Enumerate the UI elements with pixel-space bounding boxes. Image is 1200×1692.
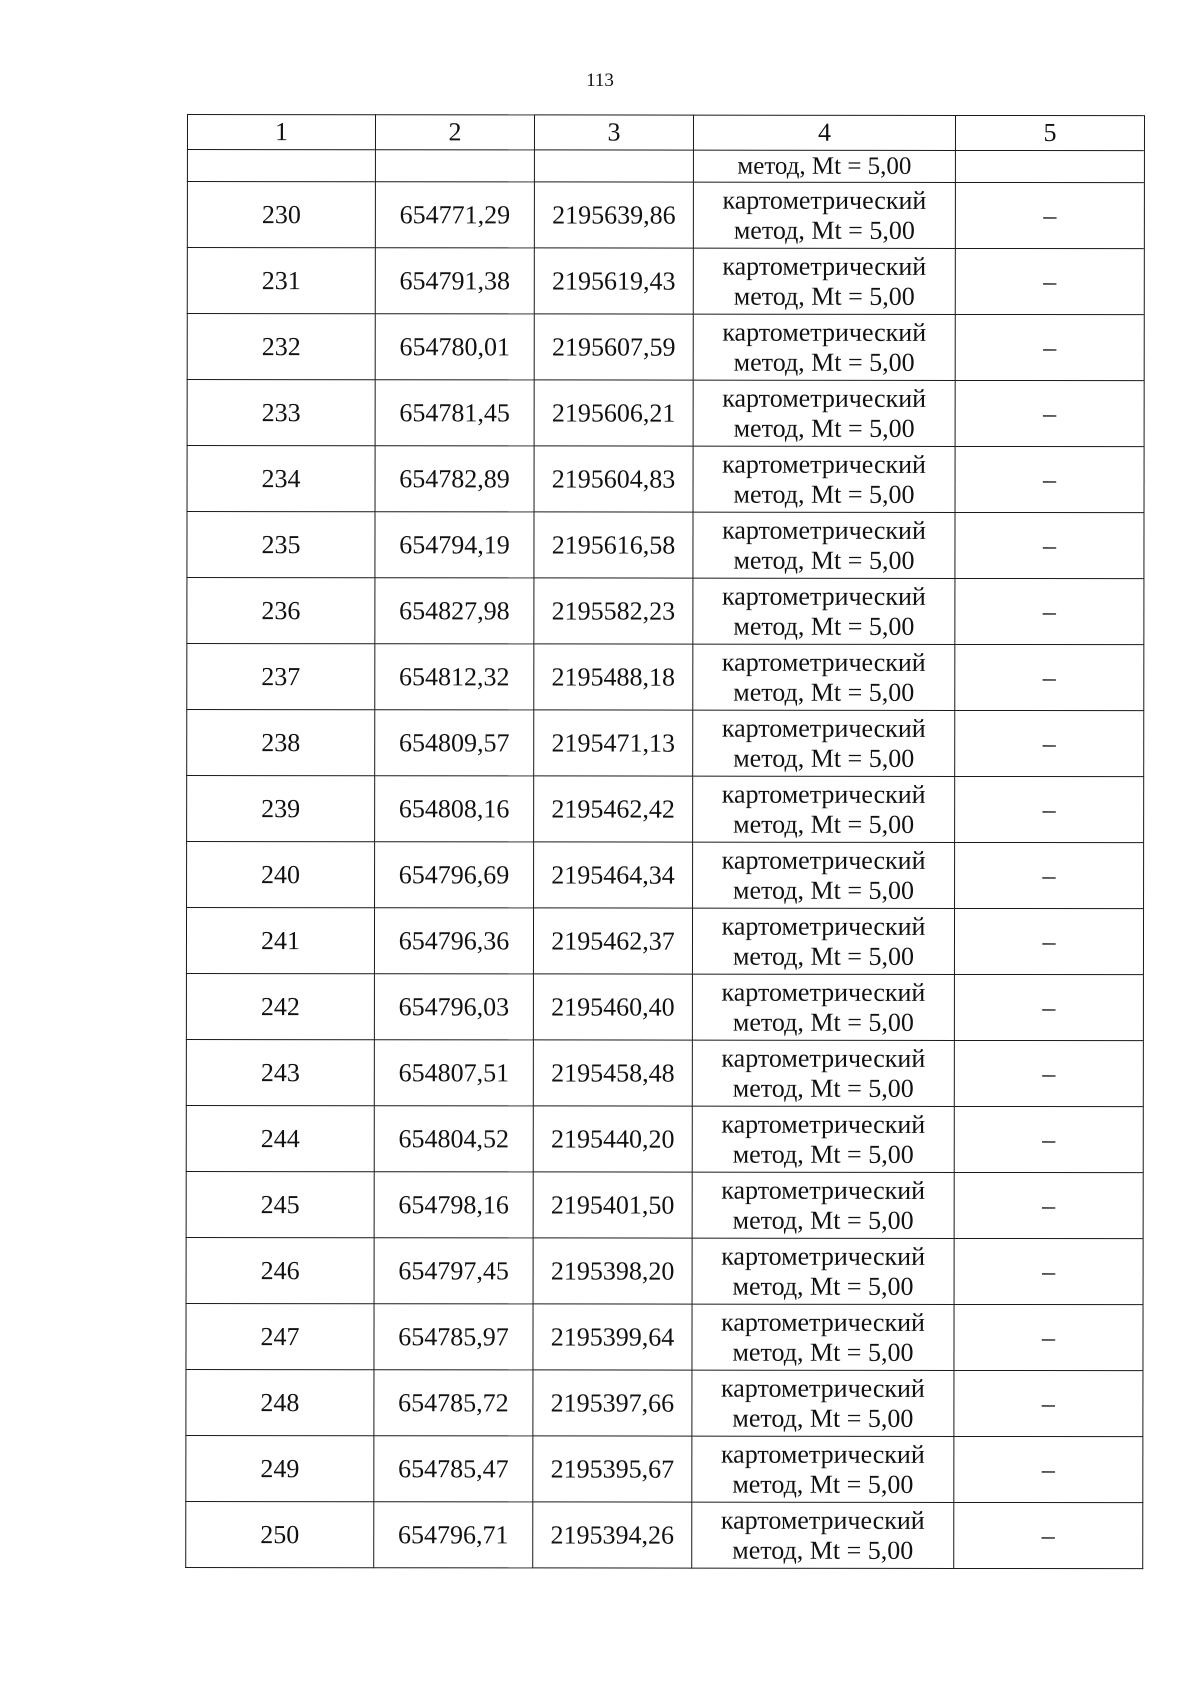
point-number-cell: 231	[187, 248, 375, 314]
method-line-1: картометрический	[722, 383, 927, 413]
note-cell: –	[955, 314, 1144, 380]
point-number-cell: 232	[187, 314, 375, 380]
note-cell: –	[955, 644, 1144, 710]
method-cell	[693, 776, 955, 842]
method-line-2: метод, Mt = 5,00	[733, 215, 915, 245]
method-cell	[693, 248, 955, 314]
x-coordinate-cell: 654771,29	[375, 182, 534, 248]
note-cell: –	[954, 1502, 1143, 1568]
method-line-1: картометрический	[721, 1241, 926, 1271]
note-cell: –	[954, 1106, 1143, 1172]
method-line-2: метод, Mt = 5,00	[732, 941, 914, 971]
table-body	[186, 150, 1145, 1569]
y-coordinate-cell: 2195639,86	[534, 182, 693, 248]
table-row	[187, 314, 1144, 381]
table-row	[187, 710, 1144, 777]
note-cell: –	[955, 776, 1144, 842]
table-row	[187, 380, 1144, 447]
y-coordinate-cell: 2195619,43	[534, 248, 693, 314]
method-line-1: картометрический	[721, 977, 926, 1007]
method-line-2: метод, Mt = 5,00	[733, 611, 915, 641]
note-cell: –	[955, 578, 1144, 644]
point-number-cell: 243	[186, 1039, 374, 1105]
point-number-cell: 235	[187, 512, 375, 578]
header-cell-3: 3	[534, 115, 693, 150]
continuation-cell-3	[534, 150, 693, 182]
x-coordinate-cell: 654782,89	[375, 446, 534, 512]
table-row	[186, 1369, 1143, 1436]
table-row	[187, 644, 1144, 711]
note-cell: –	[955, 446, 1144, 512]
header-cell-2: 2	[375, 115, 534, 150]
method-line-2: метод, Mt = 5,00	[732, 1337, 914, 1367]
method-cell	[693, 380, 955, 446]
point-number-cell: 230	[187, 182, 375, 248]
y-coordinate-cell: 2195394,26	[533, 1502, 692, 1568]
method-line-2: метод, Mt = 5,00	[733, 677, 915, 707]
method-line-1: картометрический	[720, 1505, 925, 1535]
continuation-cell-1	[187, 150, 375, 182]
table-row	[187, 578, 1144, 645]
table-row	[187, 182, 1144, 249]
point-number-cell: 239	[187, 776, 375, 842]
method-line-2: метод, Mt = 5,00	[732, 1271, 914, 1301]
note-cell: –	[954, 1172, 1143, 1238]
table-row	[186, 973, 1143, 1040]
y-coordinate-cell: 2195488,18	[534, 644, 693, 710]
method-line-2: метод, Mt = 5,00	[732, 1205, 914, 1235]
method-line-2: метод, Mt = 5,00	[733, 743, 915, 773]
method-line-2: метод, Mt = 5,00	[732, 1139, 914, 1169]
method-line-1: картометрический	[722, 185, 927, 215]
method-line-1: картометрический	[721, 1109, 926, 1139]
method-line-1: картометрический	[722, 449, 926, 479]
method-line-2: метод, Mt = 5,00	[733, 281, 915, 311]
point-number-cell: 241	[186, 908, 374, 974]
x-coordinate-cell: 654827,98	[375, 578, 534, 644]
header-row	[187, 115, 1144, 151]
y-coordinate-cell: 2195607,59	[534, 314, 693, 380]
x-coordinate-cell: 654796,71	[374, 1502, 533, 1568]
method-line-1: картометрический	[720, 1439, 925, 1469]
x-coordinate-cell: 654812,32	[375, 644, 534, 710]
method-line-2: метод, Mt = 5,00	[732, 1073, 914, 1103]
point-number-cell: 242	[186, 973, 374, 1039]
note-cell: –	[955, 842, 1144, 908]
header-cell-1: 1	[187, 115, 375, 150]
table-row	[187, 512, 1144, 579]
table-row	[186, 1303, 1143, 1370]
continuation-cell-5	[955, 150, 1144, 182]
y-coordinate-cell: 2195440,20	[533, 1106, 692, 1172]
method-line-1: картометрический	[722, 317, 927, 347]
y-coordinate-cell: 2195397,66	[533, 1370, 692, 1436]
x-coordinate-cell: 654785,47	[374, 1436, 533, 1502]
method-cell	[693, 710, 955, 776]
method-line-1: картометрический	[721, 845, 926, 875]
method-cell	[693, 314, 955, 380]
y-coordinate-cell: 2195399,64	[533, 1304, 692, 1370]
x-coordinate-cell: 654796,36	[374, 908, 533, 974]
x-coordinate-cell: 654804,52	[374, 1106, 533, 1172]
method-cell	[692, 908, 954, 974]
note-cell: –	[955, 248, 1144, 314]
method-line-1: картометрический	[721, 1307, 925, 1337]
note-cell: –	[954, 908, 1143, 974]
method-line-2: метод, Mt = 5,00	[733, 545, 915, 575]
continuation-row	[187, 150, 1144, 183]
method-line-1: картометрический	[721, 911, 926, 941]
x-coordinate-cell: 654785,72	[374, 1370, 533, 1436]
table-row	[186, 1039, 1143, 1106]
table-row	[186, 1105, 1143, 1172]
note-cell: –	[954, 974, 1143, 1040]
point-number-cell: 249	[186, 1435, 374, 1501]
y-coordinate-cell: 2195458,48	[533, 1040, 692, 1106]
point-number-cell: 237	[187, 644, 375, 710]
method-line-2: метод, Mt = 5,00	[733, 347, 915, 377]
table-header	[187, 115, 1144, 151]
x-coordinate-cell: 654796,03	[374, 974, 533, 1040]
method-cell	[692, 1436, 954, 1502]
table-row	[186, 1171, 1143, 1238]
method-line-1: картометрический	[722, 251, 927, 281]
y-coordinate-cell: 2195582,23	[534, 578, 693, 644]
x-coordinate-cell: 654780,01	[375, 314, 534, 380]
method-cell	[693, 446, 955, 512]
table-row	[187, 842, 1144, 909]
method-cell	[692, 1502, 954, 1568]
note-cell: –	[955, 512, 1144, 578]
header-cell-5: 5	[955, 115, 1144, 150]
method-line-2: метод, Mt = 5,00	[733, 809, 915, 839]
point-number-cell: 244	[186, 1105, 374, 1171]
x-coordinate-cell: 654797,45	[374, 1238, 533, 1304]
method-cell	[693, 842, 955, 908]
note-cell: –	[954, 1040, 1143, 1106]
x-coordinate-cell: 654781,45	[375, 380, 534, 446]
method-cell	[693, 512, 955, 578]
point-number-cell: 238	[187, 710, 375, 776]
x-coordinate-cell: 654796,69	[375, 842, 534, 908]
table-row	[186, 1501, 1143, 1568]
method-line-1: картометрический	[722, 515, 926, 545]
method-cell	[692, 1304, 954, 1370]
x-coordinate-cell: 654798,16	[374, 1172, 533, 1238]
continuation-cell-2	[375, 150, 534, 182]
coordinates-table-container	[185, 114, 1144, 1569]
method-line-2: метод, Mt = 5,00	[733, 479, 915, 509]
method-cell	[692, 1370, 954, 1436]
point-number-cell: 246	[186, 1237, 374, 1303]
x-coordinate-cell: 654794,19	[375, 512, 534, 578]
note-cell: –	[954, 1238, 1143, 1304]
table-row	[186, 1435, 1143, 1502]
method-cell	[692, 974, 954, 1040]
method-line-1: картометрический	[721, 779, 926, 809]
point-number-cell: 247	[186, 1303, 374, 1369]
y-coordinate-cell: 2195604,83	[534, 446, 693, 512]
continuation-cell-4: метод, Mt = 5,00	[693, 150, 955, 182]
method-cell	[693, 182, 955, 248]
point-number-cell: 248	[186, 1369, 374, 1435]
note-cell: –	[954, 1370, 1143, 1436]
point-number-cell: 236	[187, 578, 375, 644]
method-line-2: метод, Mt = 5,00	[732, 1535, 914, 1565]
x-coordinate-cell: 654809,57	[375, 710, 534, 776]
y-coordinate-cell: 2195606,21	[534, 380, 693, 446]
point-number-cell: 250	[186, 1501, 374, 1567]
method-line-1: картометрический	[721, 647, 926, 677]
method-cell	[693, 578, 955, 644]
method-cell	[692, 1106, 954, 1172]
note-cell: –	[954, 1304, 1143, 1370]
note-cell: –	[954, 1436, 1143, 1502]
y-coordinate-cell: 2195460,40	[533, 974, 692, 1040]
method-line-1: картометрический	[721, 713, 926, 743]
note-cell: –	[955, 710, 1144, 776]
page-number: 113	[586, 70, 614, 91]
y-coordinate-cell: 2195398,20	[533, 1238, 692, 1304]
method-cell	[693, 644, 955, 710]
coordinates-table	[185, 114, 1145, 1569]
x-coordinate-cell: 654808,16	[375, 776, 534, 842]
y-coordinate-cell: 2195395,67	[533, 1436, 692, 1502]
table-row	[186, 908, 1143, 975]
table-row	[187, 248, 1144, 315]
point-number-cell: 233	[187, 380, 375, 446]
y-coordinate-cell: 2195464,34	[534, 842, 693, 908]
point-number-cell: 234	[187, 446, 375, 512]
method-line-2: метод, Mt = 5,00	[732, 1007, 914, 1037]
method-cell	[692, 1172, 954, 1238]
method-line-1: картометрический	[721, 1373, 925, 1403]
table-row	[187, 776, 1144, 843]
table-row	[186, 1237, 1143, 1304]
point-number-cell: 240	[187, 842, 375, 908]
y-coordinate-cell: 2195401,50	[533, 1172, 692, 1238]
point-number-cell: 245	[186, 1171, 374, 1237]
method-cell	[692, 1040, 954, 1106]
method-line-2: метод, Mt = 5,00	[733, 875, 915, 905]
x-coordinate-cell: 654807,51	[374, 1040, 533, 1106]
y-coordinate-cell: 2195471,13	[534, 710, 693, 776]
x-coordinate-cell: 654791,38	[375, 248, 534, 314]
table-row	[187, 446, 1144, 513]
method-line-2: метод, Mt = 5,00	[733, 413, 915, 443]
method-line-2: метод, Mt = 5,00	[732, 1469, 914, 1499]
y-coordinate-cell: 2195462,42	[534, 776, 693, 842]
method-line-1: картометрический	[721, 581, 926, 611]
method-line-1: картометрический	[721, 1043, 926, 1073]
x-coordinate-cell: 654785,97	[374, 1304, 533, 1370]
method-line-2: метод, Mt = 5,00	[732, 1403, 914, 1433]
method-cell	[692, 1238, 954, 1304]
note-cell: –	[955, 182, 1144, 248]
y-coordinate-cell: 2195616,58	[534, 512, 693, 578]
header-cell-4: 4	[693, 115, 955, 150]
note-cell: –	[955, 380, 1144, 446]
y-coordinate-cell: 2195462,37	[533, 908, 692, 974]
method-line-1: картометрический	[721, 1175, 926, 1205]
